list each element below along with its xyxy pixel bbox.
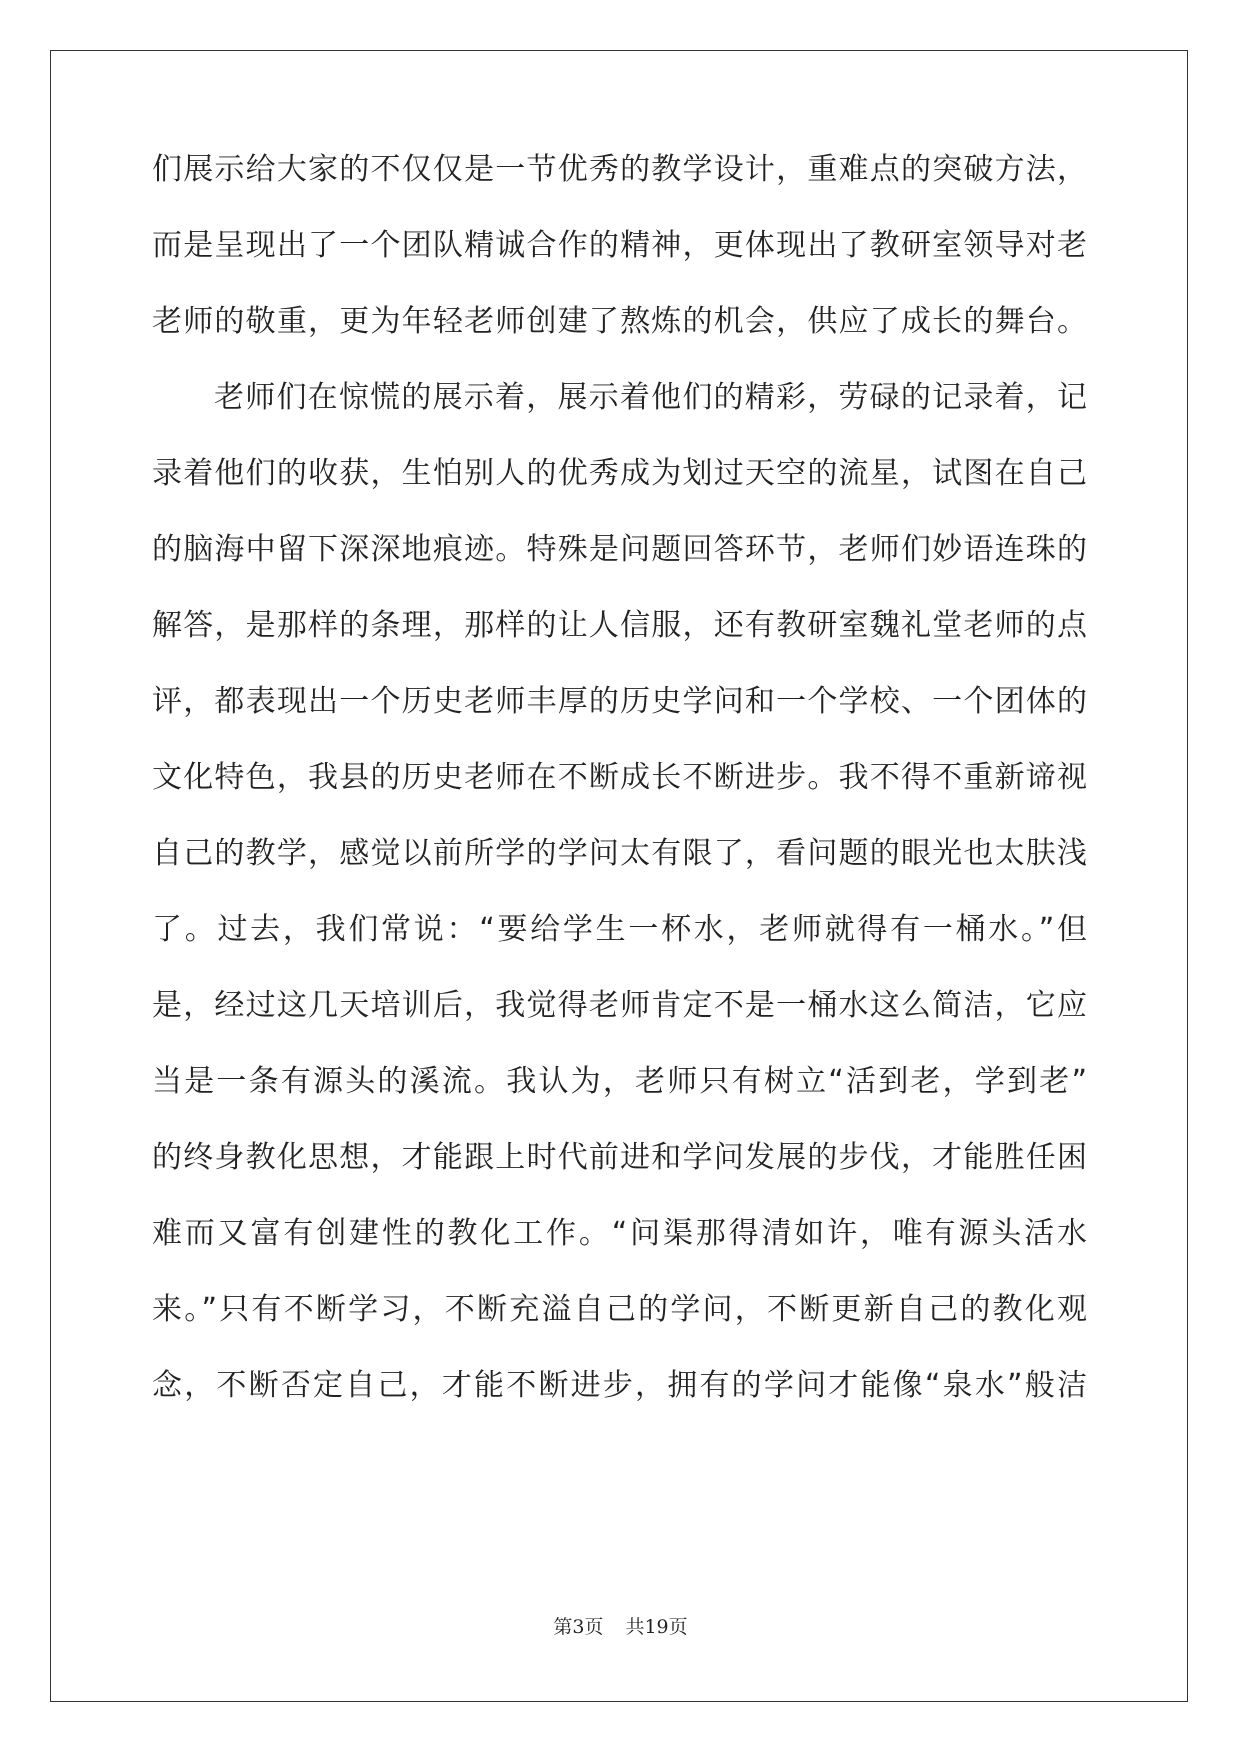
text-line: 了。过去，我们常说：“要给学生一杯水，老师就得有一桶水。”但 — [152, 912, 1087, 947]
text-line: 是，经过这几天培训后，我觉得老师肯定不是一桶水这么简洁，它应 — [152, 988, 1087, 1023]
text-line: 解答，是那样的条理，那样的让人信服，还有教研室魏礼堂老师的点 — [152, 608, 1087, 643]
text-line: 录着他们的收获，生怕别人的优秀成为划过天空的流星，试图在自己 — [152, 456, 1087, 491]
text-line: 们展示给大家的不仅仅是一节优秀的教学设计，重难点的突破方法， — [152, 152, 1087, 187]
text-line: 念，不断否定自己，才能不断进步，拥有的学问才能像“泉水”般洁 — [152, 1368, 1087, 1403]
page-number: 第3页 — [553, 1616, 604, 1638]
text-line: 老师的敬重，更为年轻老师创建了熬炼的机会，供应了成长的舞台。 — [152, 304, 1087, 339]
text-line: 文化特色，我县的历史老师在不断成长不断进步。我不得不重新谛视 — [152, 760, 1087, 795]
text-line: 来。”只有不断学习，不断充溢自己的学问，不断更新自己的教化观 — [152, 1292, 1087, 1327]
text-line: 当是一条有源头的溪流。我认为，老师只有树立“活到老，学到老” — [152, 1064, 1087, 1099]
page-footer — [0, 1612, 1241, 1639]
text-line: 的脑海中留下深深地痕迹。特殊是问题回答环节，老师们妙语连珠的 — [152, 532, 1087, 567]
text-line: 而是呈现出了一个团队精诚合作的精神，更体现出了教研室领导对老 — [152, 228, 1087, 263]
text-line: 的终身教化思想，才能跟上时代前进和学问发展的步伐，才能胜任困 — [152, 1140, 1087, 1175]
total-pages: 共19页 — [625, 1616, 688, 1638]
text-line: 评，都表现出一个历史老师丰厚的历史学问和一个学校、一个团体的 — [152, 684, 1087, 719]
text-line: 自己的教学，感觉以前所学的学问太有限了，看问题的眼光也太肤浅 — [152, 836, 1087, 871]
text-line: 老师们在惊慌的展示着，展示着他们的精彩，劳碌的记录着，记 — [214, 380, 1087, 415]
text-line: 难而又富有创建性的教化工作。“问渠那得清如许，唯有源头活水 — [152, 1216, 1087, 1251]
